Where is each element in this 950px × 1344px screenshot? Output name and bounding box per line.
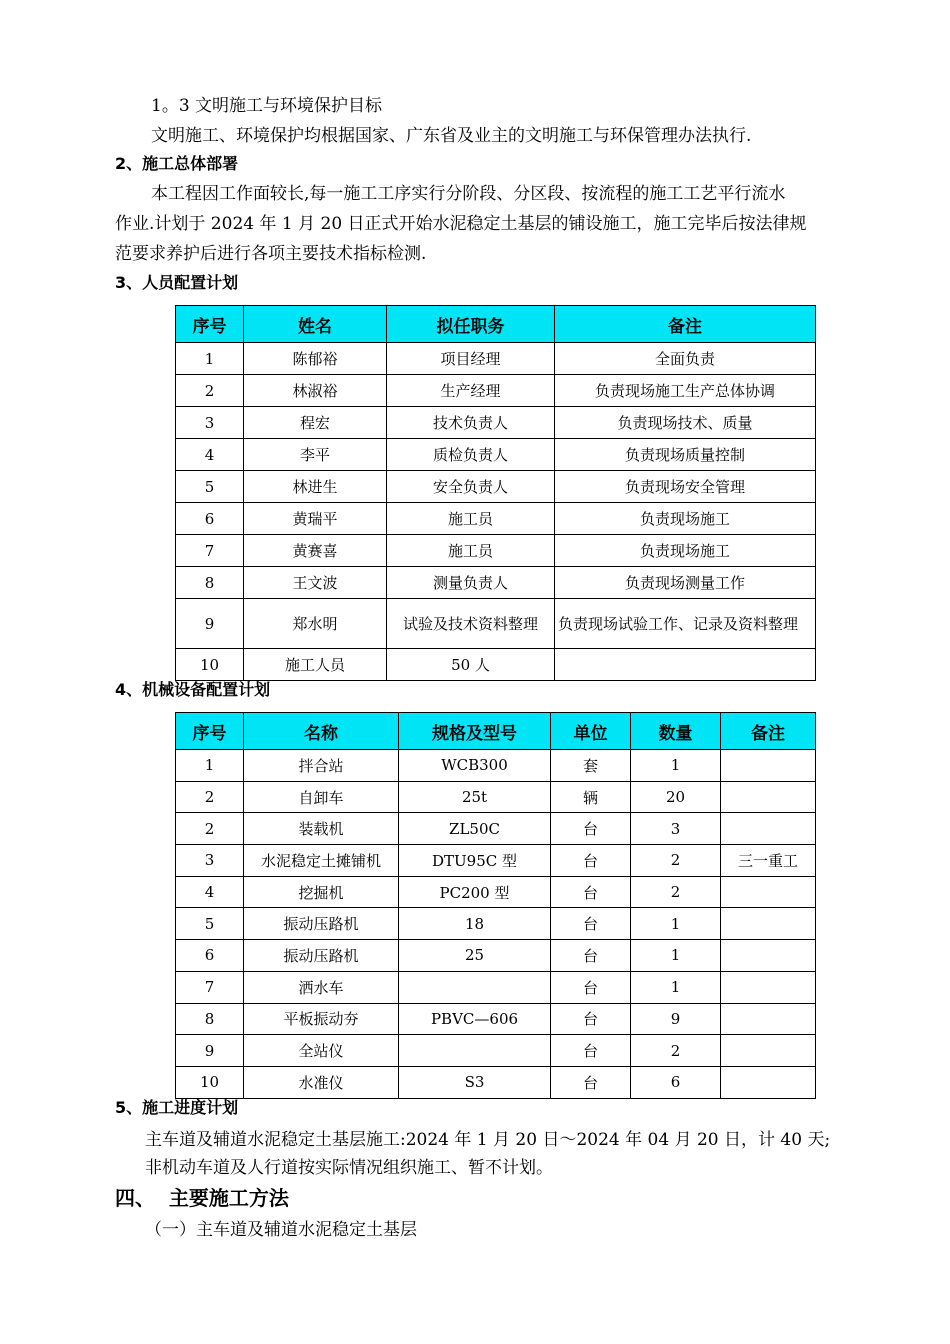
cell: 3 [631,813,721,845]
section-2-line-2: 作业.计划于 2024 年 1 月 20 日正式开始水泥稳定土基层的铺设施工，施工完毕后按法律规 [115,214,807,234]
cell [555,649,816,681]
cell: 台 [551,1066,631,1098]
cell: 4 [176,876,244,908]
cell: 台 [551,971,631,1003]
cell: 6 [631,1066,721,1098]
table-row [176,1003,816,1035]
cell: 6 [176,940,244,972]
section-1-3-text: 文明施工、环境保护均根据国家、广东省及业主的文明施工与环保管理办法执行. [151,126,752,146]
cell: PC200 型 [399,876,551,908]
cell: PBVC—606 [399,1003,551,1035]
cell: 10 [176,1066,244,1098]
col-header-remark: 备注 [555,306,816,343]
cell: 台 [551,876,631,908]
cell: 台 [551,908,631,940]
cell: 施工员 [387,503,555,535]
cell: 振动压路机 [244,940,399,972]
table-row [176,375,816,407]
col-header-name: 名称 [244,713,399,750]
cell: 5 [176,908,244,940]
cell: 林淑裕 [244,375,387,407]
cell [721,813,816,845]
cell [721,908,816,940]
cell: 辆 [551,781,631,813]
table-row [176,971,816,1003]
cell: 负责现场技术、质量 [555,407,816,439]
section-2-line-1: 本工程因工作面较长,每一施工工序实行分阶段、分区段、按流程的施工工艺平行流水 [151,184,786,204]
cell [721,940,816,972]
cell [721,971,816,1003]
cell: 技术负责人 [387,407,555,439]
table-row [176,599,816,649]
equipment-table [175,712,816,1099]
table-row [176,750,816,782]
table-row [176,471,816,503]
cell: 9 [176,1035,244,1067]
section-3-heading: 3、人员配置计划 [115,273,239,292]
cell [721,1035,816,1067]
table-row [176,908,816,940]
table-row [176,781,816,813]
cell: 2 [631,876,721,908]
table-row [176,503,816,535]
cell: 25t [399,781,551,813]
cell: 负责现场试验工作、记录及资料整理 [555,599,816,649]
cell: 三一重工 [721,845,816,877]
cell: 套 [551,750,631,782]
cell: 2 [631,1035,721,1067]
table-row [176,407,816,439]
col-header-qty: 数量 [631,713,721,750]
cell: 1 [631,750,721,782]
cell: 施工员 [387,535,555,567]
cell: 负责现场测量工作 [555,567,816,599]
cell: 台 [551,845,631,877]
table-row [176,535,816,567]
cell: 5 [176,471,244,503]
cell: 施工人员 [244,649,387,681]
cell: 8 [176,1003,244,1035]
cell: 25 [399,940,551,972]
cell: 3 [176,407,244,439]
cell [721,750,816,782]
cell [721,1066,816,1098]
cell: 2 [176,813,244,845]
cell: 负责现场施工生产总体协调 [555,375,816,407]
cell: 黄瑞平 [244,503,387,535]
cell: 负责现场施工 [555,535,816,567]
cell [399,971,551,1003]
table-row [176,343,816,375]
col-header-remark: 备注 [721,713,816,750]
cell: 平板振动夯 [244,1003,399,1035]
cell: 洒水车 [244,971,399,1003]
cell: 50 人 [387,649,555,681]
cell: 9 [631,1003,721,1035]
section-5-line-2: 非机动车道及人行道按实际情况组织施工、暂不计划。 [145,1158,553,1178]
cell: 负责现场施工 [555,503,816,535]
cell: 8 [176,567,244,599]
col-header-name: 姓名 [244,306,387,343]
cell: ZL50C [399,813,551,845]
cell: 3 [176,845,244,877]
cell: 台 [551,813,631,845]
table-row [176,649,816,681]
personnel-table-header [176,306,816,343]
cell: 试验及技术资料整理 [387,599,555,649]
chapter-4-heading: 四、 主要施工方法 [115,1186,289,1210]
table-row [176,1035,816,1067]
cell: DTU95C 型 [399,845,551,877]
personnel-table [175,305,816,681]
cell: 1 [631,940,721,972]
cell: 自卸车 [244,781,399,813]
cell: 台 [551,1003,631,1035]
cell: 台 [551,1035,631,1067]
cell: 程宏 [244,407,387,439]
section-1-3-heading: 1。3 文明施工与环境保护目标 [151,96,383,116]
cell: 7 [176,971,244,1003]
cell: 1 [176,343,244,375]
cell: 生产经理 [387,375,555,407]
table-row [176,813,816,845]
cell: 陈郁裕 [244,343,387,375]
cell: 拌合站 [244,750,399,782]
equipment-table-header [176,713,816,750]
col-header-index: 序号 [176,306,244,343]
cell: 2 [631,845,721,877]
cell [721,876,816,908]
cell: 2 [176,375,244,407]
cell: 振动压路机 [244,908,399,940]
cell [399,1035,551,1067]
cell: 李平 [244,439,387,471]
cell: 18 [399,908,551,940]
cell: 9 [176,599,244,649]
section-2-line-3: 范要求养护后进行各项主要技术指标检测. [115,244,427,264]
col-header-spec: 规格及型号 [399,713,551,750]
cell: 负责现场安全管理 [555,471,816,503]
cell: 安全负责人 [387,471,555,503]
cell: 装载机 [244,813,399,845]
col-header-index: 序号 [176,713,244,750]
cell: 挖掘机 [244,876,399,908]
section-5-line-1: 主车道及辅道水泥稳定土基层施工:2024 年 1 月 20 日～2024 年 04 月 20 日，计 40 天; [145,1130,831,1150]
section-5-heading: 5、施工进度计划 [115,1098,239,1117]
cell: 7 [176,535,244,567]
table-row [176,1066,816,1098]
col-header-position: 拟任职务 [387,306,555,343]
cell: 6 [176,503,244,535]
cell: 测量负责人 [387,567,555,599]
cell: 20 [631,781,721,813]
cell: 4 [176,439,244,471]
table-row [176,439,816,471]
cell: 项目经理 [387,343,555,375]
cell: WCB300 [399,750,551,782]
cell: 郑水明 [244,599,387,649]
cell: 负责现场质量控制 [555,439,816,471]
section-2-heading: 2、施工总体部署 [115,154,239,173]
cell: 1 [176,750,244,782]
cell: 台 [551,940,631,972]
cell: 王文波 [244,567,387,599]
cell: 林进生 [244,471,387,503]
cell [721,1003,816,1035]
cell: 黄赛喜 [244,535,387,567]
cell [721,781,816,813]
table-row [176,876,816,908]
chapter-4-subheading: （一）主车道及辅道水泥稳定土基层 [145,1220,417,1240]
table-row [176,567,816,599]
cell: 2 [176,781,244,813]
cell: 10 [176,649,244,681]
cell: 全面负责 [555,343,816,375]
cell: 1 [631,908,721,940]
section-4-heading: 4、机械设备配置计划 [115,680,271,699]
cell: 水泥稳定土摊铺机 [244,845,399,877]
cell: 1 [631,971,721,1003]
cell: 全站仪 [244,1035,399,1067]
cell: 水准仪 [244,1066,399,1098]
col-header-unit: 单位 [551,713,631,750]
cell: 质检负责人 [387,439,555,471]
table-row [176,845,816,877]
table-row [176,940,816,972]
cell: S3 [399,1066,551,1098]
